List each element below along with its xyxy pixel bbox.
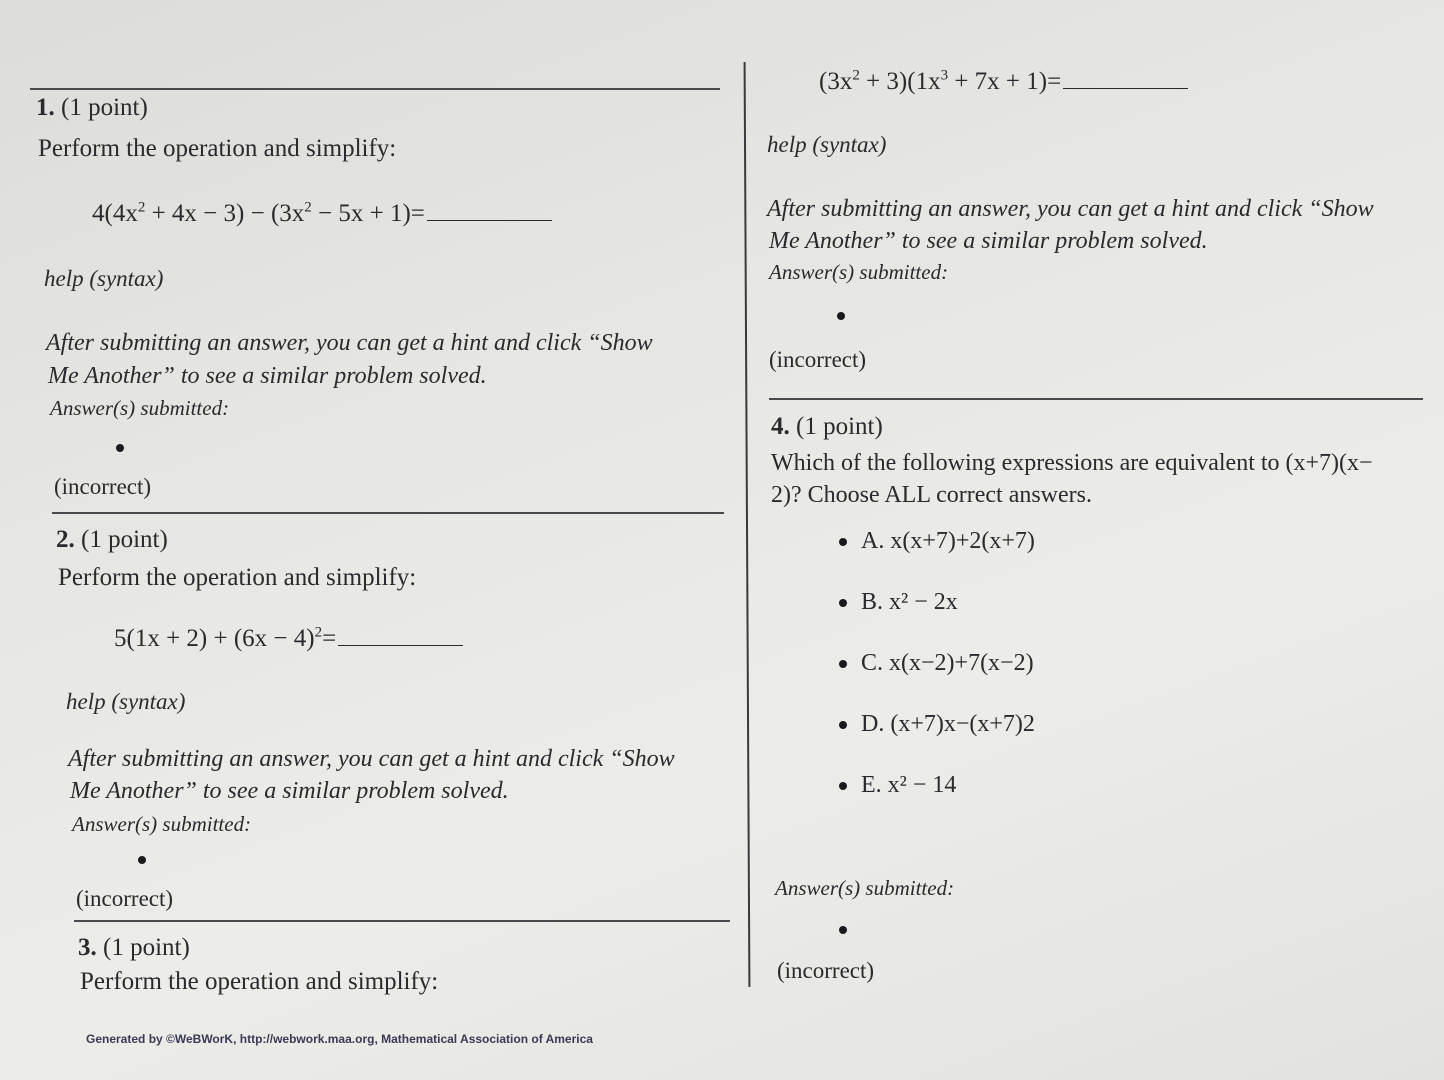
problem-1-answers-label: Answer(s) submitted: <box>50 396 230 420</box>
option-d[interactable]: D. (x+7)x−(x+7)2 <box>839 711 1035 738</box>
problem-3-expression: $(3x^2 + 3)(1x^3 + 7x + 1)=$ <box>819 68 1188 96</box>
footer-credit: Generated by ©WeBWorK, http://webwork.maa.org, Mathematical Association of America <box>86 1032 593 1046</box>
problem-2-header <box>56 526 168 554</box>
problem-1-expression: $4(4x^2 + 4x - 3) - (3x^2 - 5x + 1)=$ <box>92 200 552 228</box>
problem-2-instruction: Perform the operation and simplify: <box>58 564 417 591</box>
problem-1-hint-line-2: Me Another” to see a similar problem solved. <box>48 363 487 389</box>
problem-points: (1 point) <box>796 413 883 440</box>
problem-2-answer-bullet <box>138 856 146 864</box>
problem-1-hint-line-1: After submitting an answer, you can get a hint and click “Show <box>46 330 653 356</box>
problem-3-instruction: Perform the operation and simplify: <box>80 968 439 995</box>
problem-1-status: (incorrect) <box>54 474 152 499</box>
option-e[interactable]: E. x² − 14 <box>839 772 956 799</box>
problem-4-question-line-2: 2)? Choose ALL correct answers. <box>771 482 1092 508</box>
problem-number: 2. <box>56 526 75 553</box>
problem-4-answers-label: Answer(s) submitted: <box>775 876 955 900</box>
problem-number: 1. <box>36 94 55 121</box>
problem-3-help-link[interactable]: help (syntax) <box>767 132 887 157</box>
separator-2 <box>74 920 730 922</box>
problem-1-header <box>36 94 148 122</box>
problem-2-answer-input[interactable] <box>338 625 463 646</box>
problem-points: (1 point) <box>61 94 148 121</box>
separator-top <box>30 88 720 90</box>
separator-1 <box>52 512 724 514</box>
problem-1-answer-bullet <box>116 444 124 452</box>
problem-4-question-line-1: Which of the following expressions are equivalent to (x+7)(x− <box>771 450 1373 476</box>
problem-4-answer-bullet <box>839 926 847 934</box>
problem-1-answer-input[interactable] <box>427 200 552 221</box>
option-bullet <box>839 660 847 668</box>
right-column <box>755 0 1444 1080</box>
problem-2-hint-line-1: After submitting an answer, you can get a hint and click “Show <box>68 746 675 772</box>
problem-2-status: (incorrect) <box>76 886 174 911</box>
problem-number: 3. <box>78 934 97 961</box>
problem-number: 4. <box>771 413 790 440</box>
option-bullet <box>839 599 847 607</box>
problem-points: (1 point) <box>103 934 190 961</box>
problem-2-help-link[interactable]: help (syntax) <box>66 689 186 714</box>
problem-4-status: (incorrect) <box>777 958 875 983</box>
problem-2-hint-line-2: Me Another” to see a similar problem solved. <box>70 778 509 804</box>
problem-1-help-link[interactable]: help (syntax) <box>44 266 164 291</box>
option-bullet <box>839 782 847 790</box>
problem-4-header <box>771 413 883 441</box>
problem-points: (1 point) <box>81 526 168 553</box>
problem-2-expression: $5(1x + 2) + (6x - 4)^2=$ <box>114 625 463 653</box>
problem-1-instruction: Perform the operation and simplify: <box>38 135 397 162</box>
problem-3-answers-label: Answer(s) submitted: <box>769 260 949 284</box>
problem-2-answers-label: Answer(s) submitted: <box>72 812 252 836</box>
option-a[interactable]: A. x(x+7)+2(x+7) <box>839 528 1035 555</box>
problem-3-header <box>78 934 190 962</box>
option-c[interactable]: C. x(x−2)+7(x−2) <box>839 650 1034 677</box>
problem-3-status: (incorrect) <box>769 347 867 372</box>
option-b[interactable]: B. x² − 2x <box>839 589 958 616</box>
problem-3-answer-input[interactable] <box>1063 68 1188 89</box>
separator-3 <box>769 398 1423 400</box>
problem-3-answer-bullet <box>837 312 845 320</box>
option-bullet <box>839 721 847 729</box>
option-bullet <box>839 538 847 546</box>
problem-3-hint-line-2: Me Another” to see a similar problem solved. <box>769 228 1208 254</box>
problem-3-hint-line-1: After submitting an answer, you can get a hint and click “Show <box>767 196 1374 222</box>
